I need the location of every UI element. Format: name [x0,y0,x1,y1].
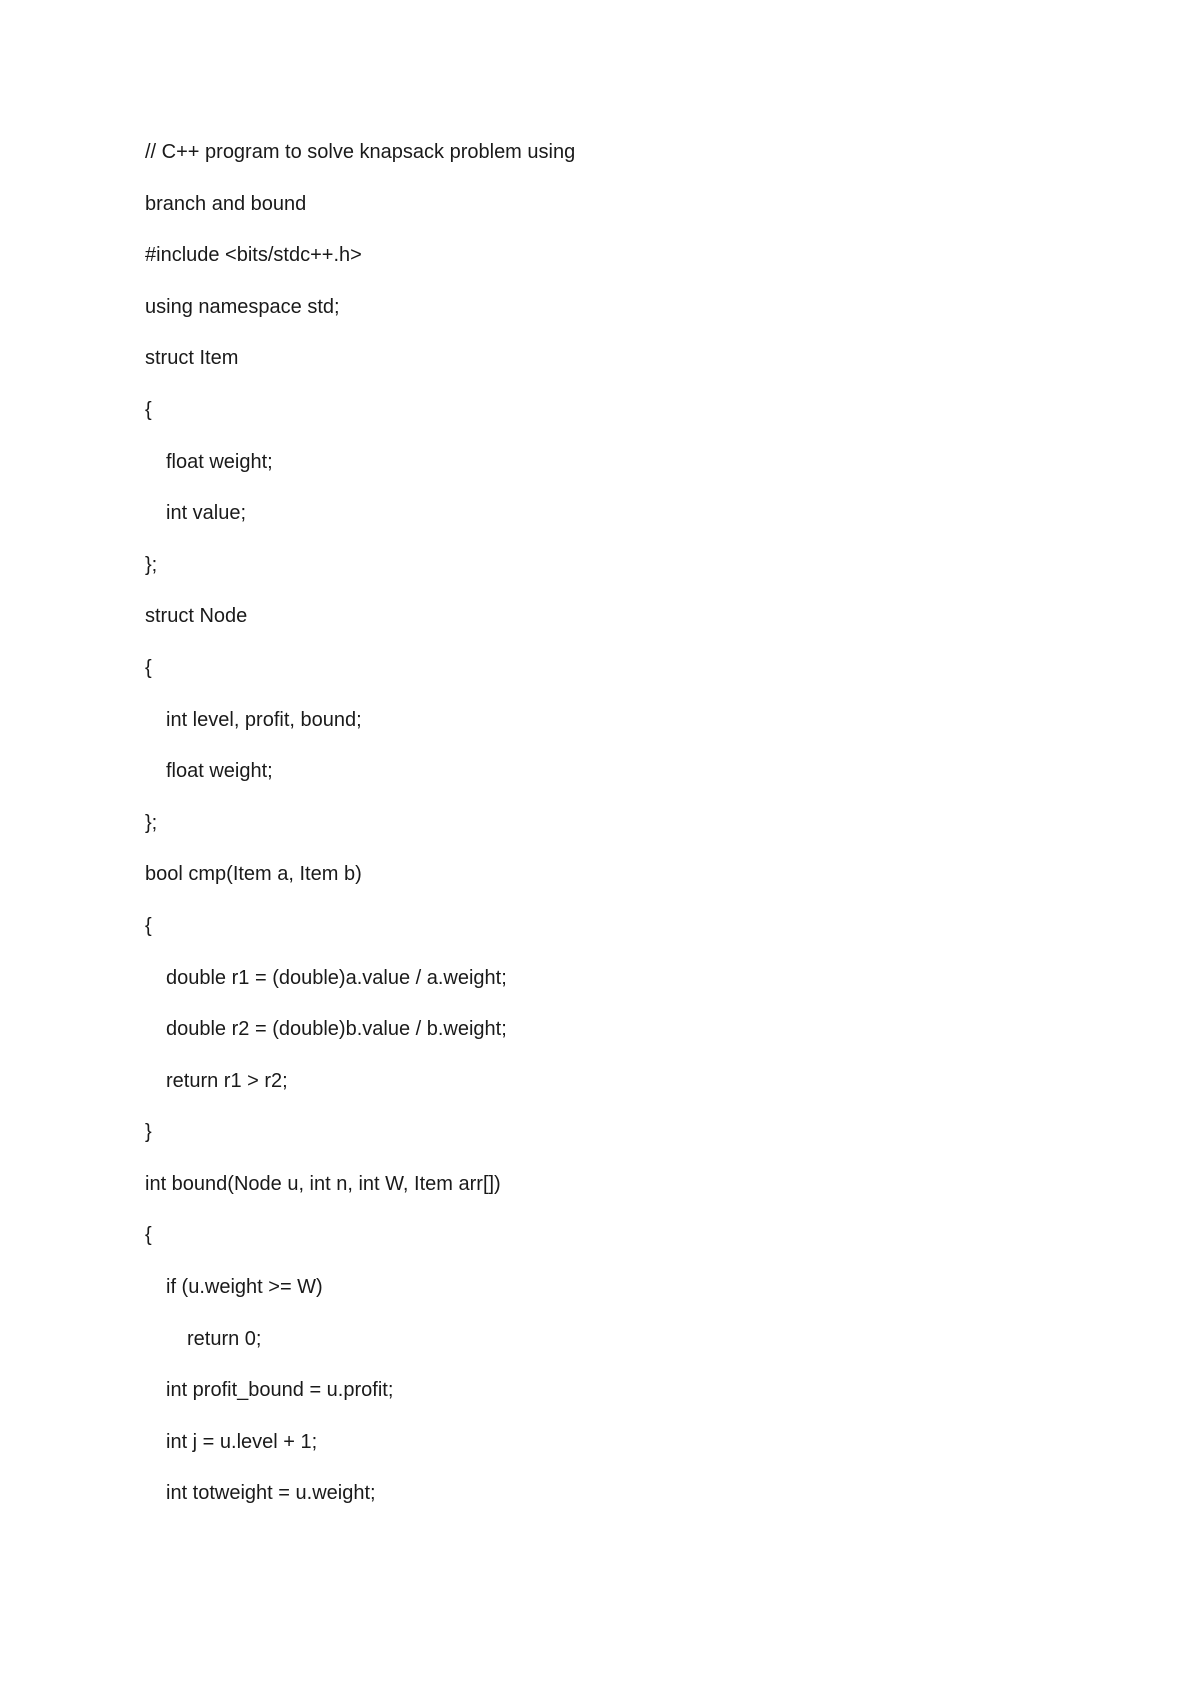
code-line: branch and bound [145,192,307,215]
code-line: { [145,914,152,937]
code-line: float weight; [166,450,273,473]
code-line: int profit_bound = u.profit; [166,1379,394,1402]
code-line: double r2 = (double)b.value / b.weight; [166,1018,507,1041]
code-listing [145,140,1105,1533]
code-line: double r1 = (double)a.value / a.weight; [166,966,507,989]
code-line: return r1 > r2; [166,1069,288,1092]
code-line: } [145,1121,152,1144]
code-line: struct Item [145,347,239,370]
code-line: }; [145,811,158,834]
code-line: int j = u.level + 1; [166,1430,318,1453]
code-line: bool cmp(Item a, Item b) [145,863,362,886]
code-line: float weight; [166,760,273,783]
code-line: // C++ program to solve knapsack problem using [145,141,576,163]
code-line: using namespace std; [145,295,340,318]
code-line: if (u.weight >= W) [166,1276,323,1299]
code-line: return 0; [187,1327,262,1350]
code-line: int value; [166,502,247,525]
code-line: int bound(Node u, int n, int W, Item arr[]) [145,1172,501,1195]
code-line: { [145,1224,152,1247]
code-line: }; [145,553,158,576]
code-line: struct Node [145,605,248,628]
code-line: #include <bits/stdc++.h> [145,244,362,267]
code-line: { [145,398,152,421]
code-line: { [145,656,152,679]
code-line: int totweight = u.weight; [166,1482,376,1505]
code-line: int level, profit, bound; [166,708,362,731]
